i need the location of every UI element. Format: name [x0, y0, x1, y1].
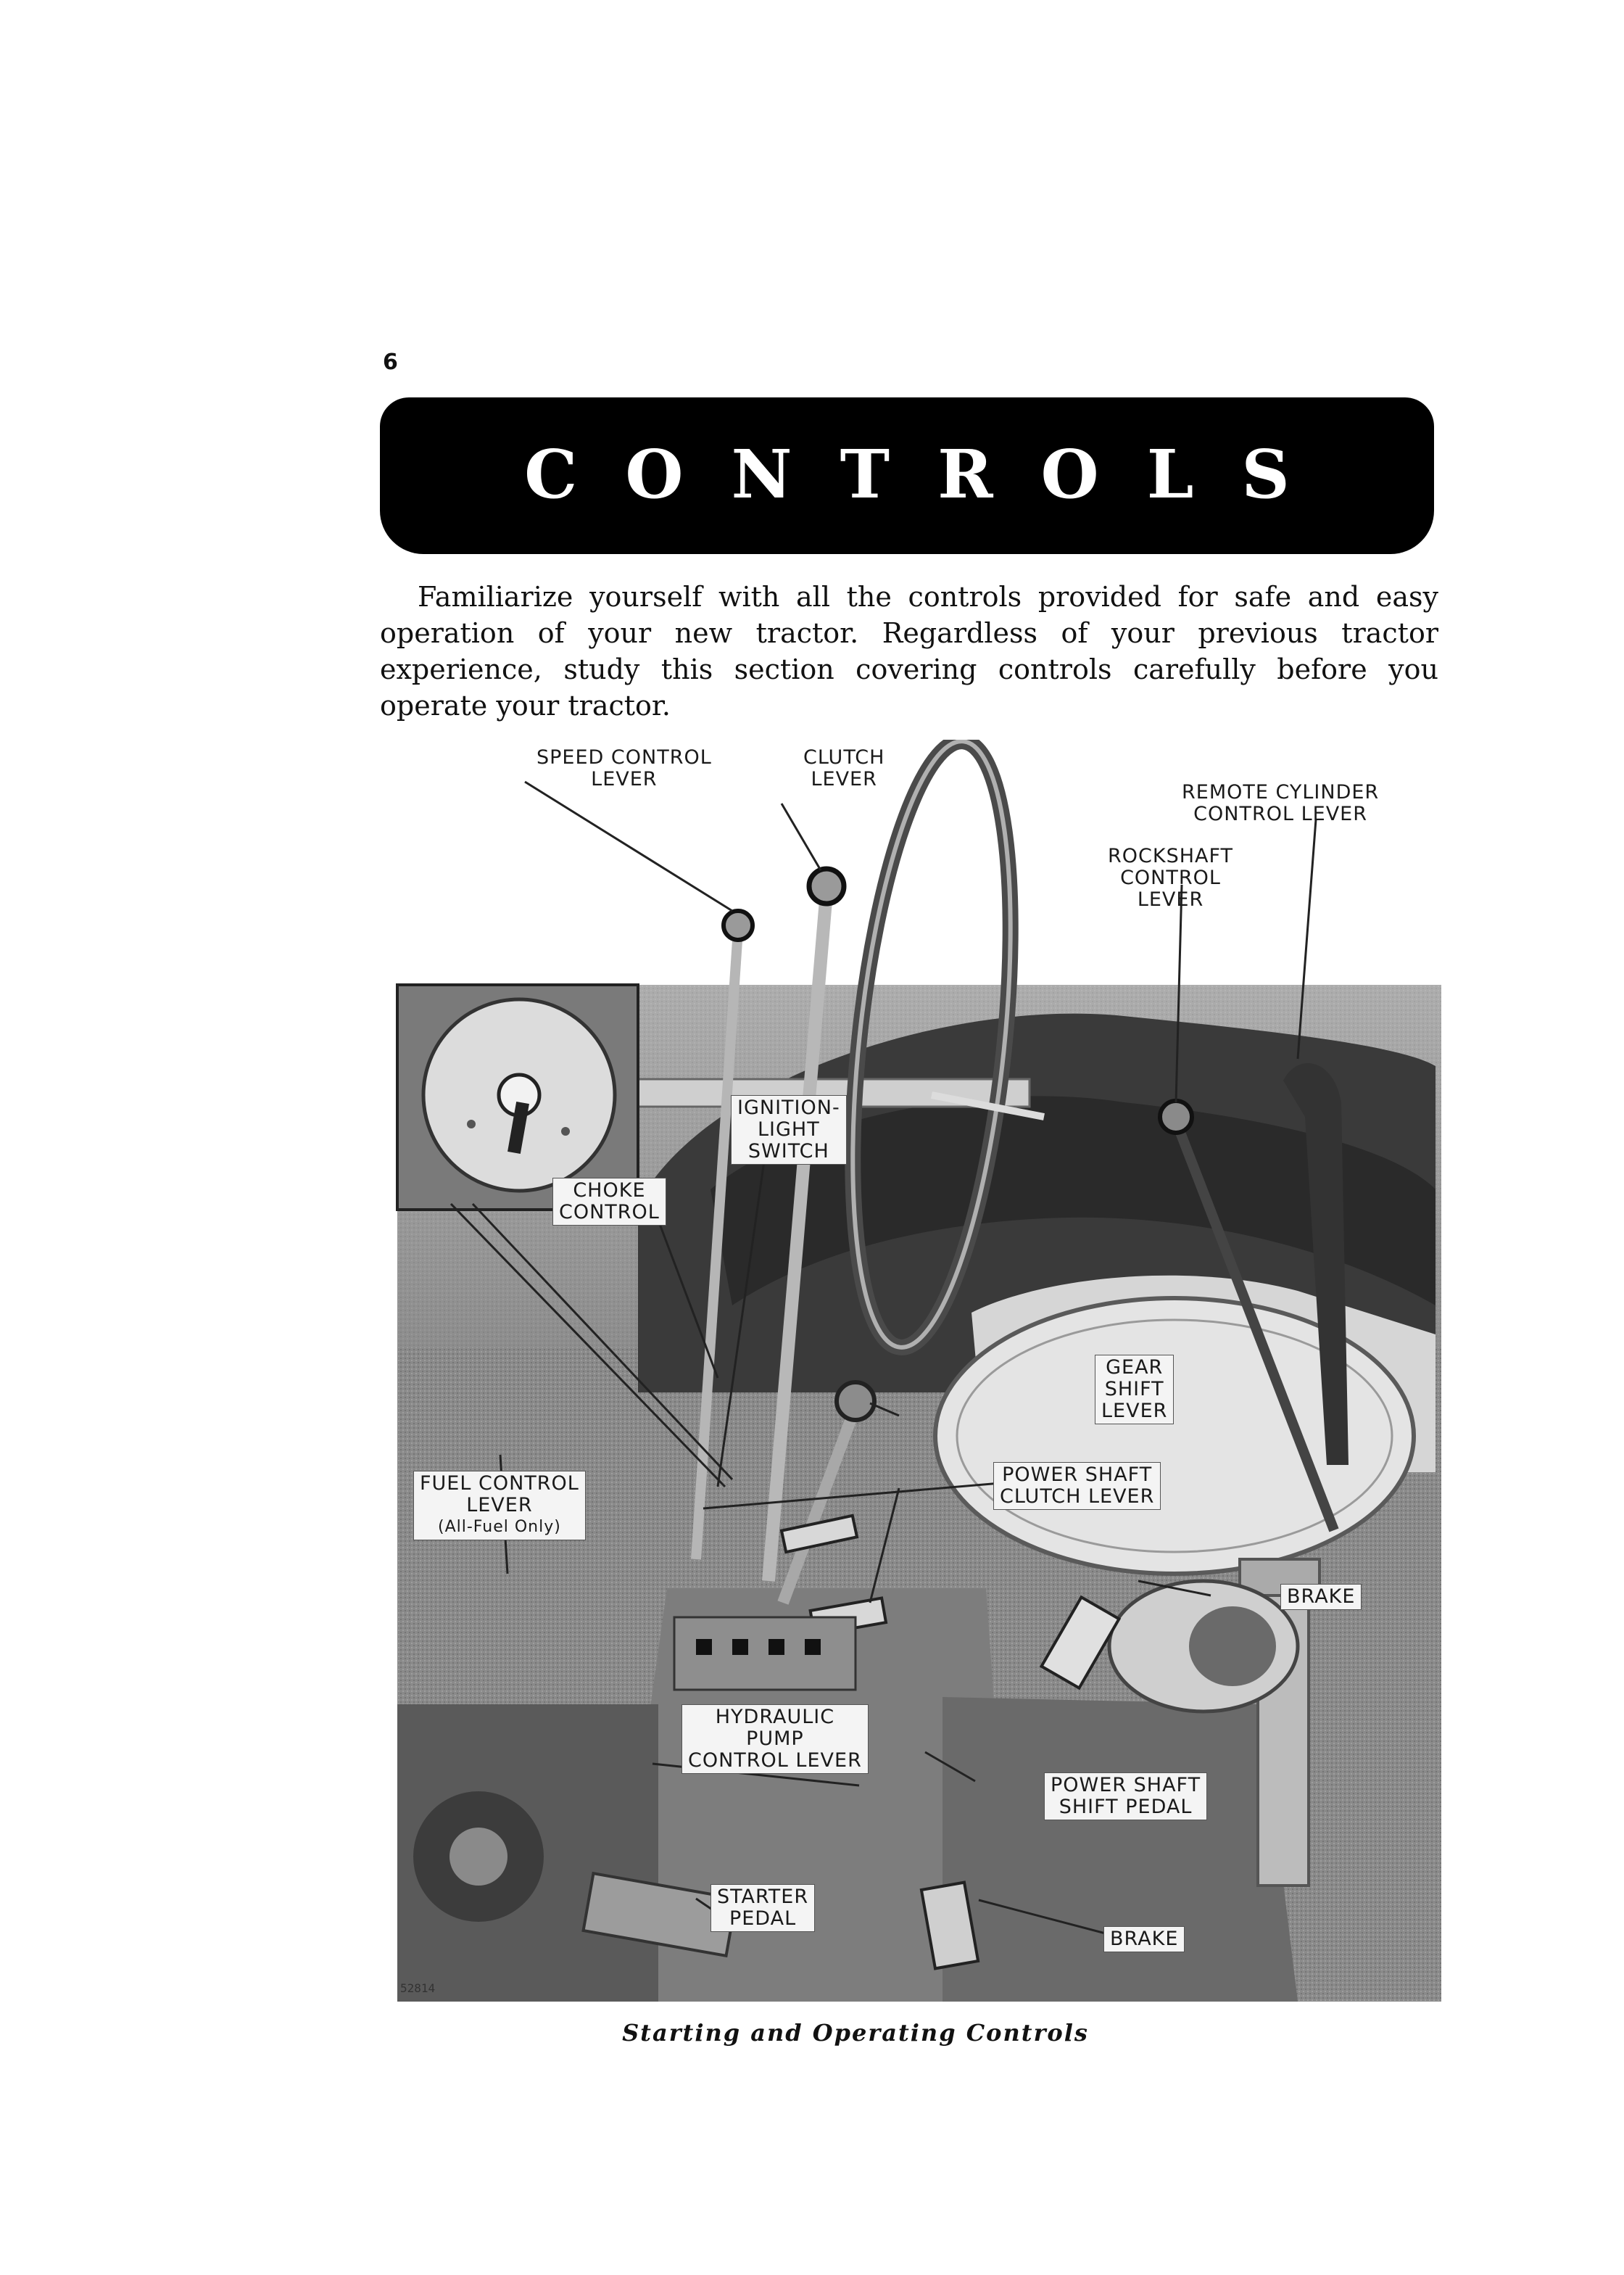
callout-line: PUMP: [746, 1727, 804, 1750]
callout-remote-cylinder-control-lever: [1182, 782, 1379, 825]
callout-line: LEVER: [591, 768, 658, 790]
figure-caption: Starting and Operating Controls: [622, 2019, 1089, 2047]
callout-starter-pedal: [710, 1884, 815, 1932]
callout-line: (All-Fuel Only): [438, 1518, 561, 1536]
callout-line: ROCKSHAFT: [1108, 845, 1234, 867]
section-title: CONTROLS: [524, 435, 1338, 513]
callout-ignition-light-switch: [731, 1095, 847, 1165]
callout-line: CHOKE: [573, 1179, 646, 1202]
controls-figure: [392, 740, 1443, 2002]
callout-line: SWITCH: [747, 1140, 829, 1163]
callout-brake-upper: [1280, 1584, 1362, 1610]
callout-line: REMOTE CYLINDER: [1182, 781, 1380, 804]
callout-line: SHIFT PEDAL: [1058, 1796, 1193, 1818]
callout-power-shaft-clutch-lever: [993, 1462, 1161, 1510]
callout-clutch-lever: [803, 747, 884, 790]
callout-line: HYDRAULIC: [715, 1706, 835, 1728]
callout-fuel-control-lever: [413, 1471, 586, 1540]
callout-line: PEDAL: [729, 1907, 797, 1930]
callout-line: BRAKE: [1110, 1928, 1179, 1950]
tractor-photo: [392, 740, 1443, 2002]
callout-brake-lower: [1103, 1926, 1185, 1952]
callout-line: CONTROL: [559, 1201, 660, 1223]
callout-line: SHIFT: [1104, 1378, 1164, 1400]
callout-rockshaft-control-lever: [1108, 846, 1233, 911]
callout-line: CONTROL: [1120, 867, 1221, 889]
callout-choke-control: [552, 1178, 666, 1226]
callout-line: POWER SHAFT: [1051, 1774, 1201, 1796]
callout-line: LEVER: [1101, 1400, 1168, 1422]
page-number: 6: [383, 350, 398, 375]
callout-line: LEVER: [811, 768, 877, 790]
callout-line: GEAR: [1106, 1356, 1164, 1379]
callout-line: LEVER: [1137, 888, 1204, 911]
callout-speed-control-lever: [536, 747, 712, 790]
callout-line: IGNITION-: [737, 1097, 840, 1119]
callout-line: BRAKE: [1287, 1585, 1356, 1608]
callout-line: CLUTCH LEVER: [1000, 1485, 1155, 1508]
callout-line: SPEED CONTROL: [536, 746, 712, 769]
callout-line: POWER SHAFT: [1002, 1463, 1153, 1486]
callout-gear-shift-lever: [1095, 1355, 1174, 1424]
callout-line: LIGHT: [757, 1118, 820, 1141]
photo-code: 52814: [400, 1981, 436, 1995]
callout-line: CLUTCH: [803, 746, 885, 769]
section-banner: [380, 397, 1434, 554]
intro-paragraph: Familiarize yourself with all the controls provided for safe and easy operation of your new tractor. Regardless of your previous tractor experience, study this section covering controls carefully before you operate your tractor.: [380, 581, 1438, 722]
callout-hydraulic-pump-control-lever: [682, 1704, 869, 1774]
callout-line: LEVER: [466, 1494, 533, 1516]
callout-power-shaft-shift-pedal: [1044, 1772, 1207, 1820]
callout-line: STARTER: [717, 1886, 809, 1908]
callout-line: CONTROL LEVER: [1193, 803, 1367, 825]
callout-line: CONTROL LEVER: [688, 1749, 862, 1772]
callout-line: FUEL CONTROL: [420, 1472, 579, 1495]
